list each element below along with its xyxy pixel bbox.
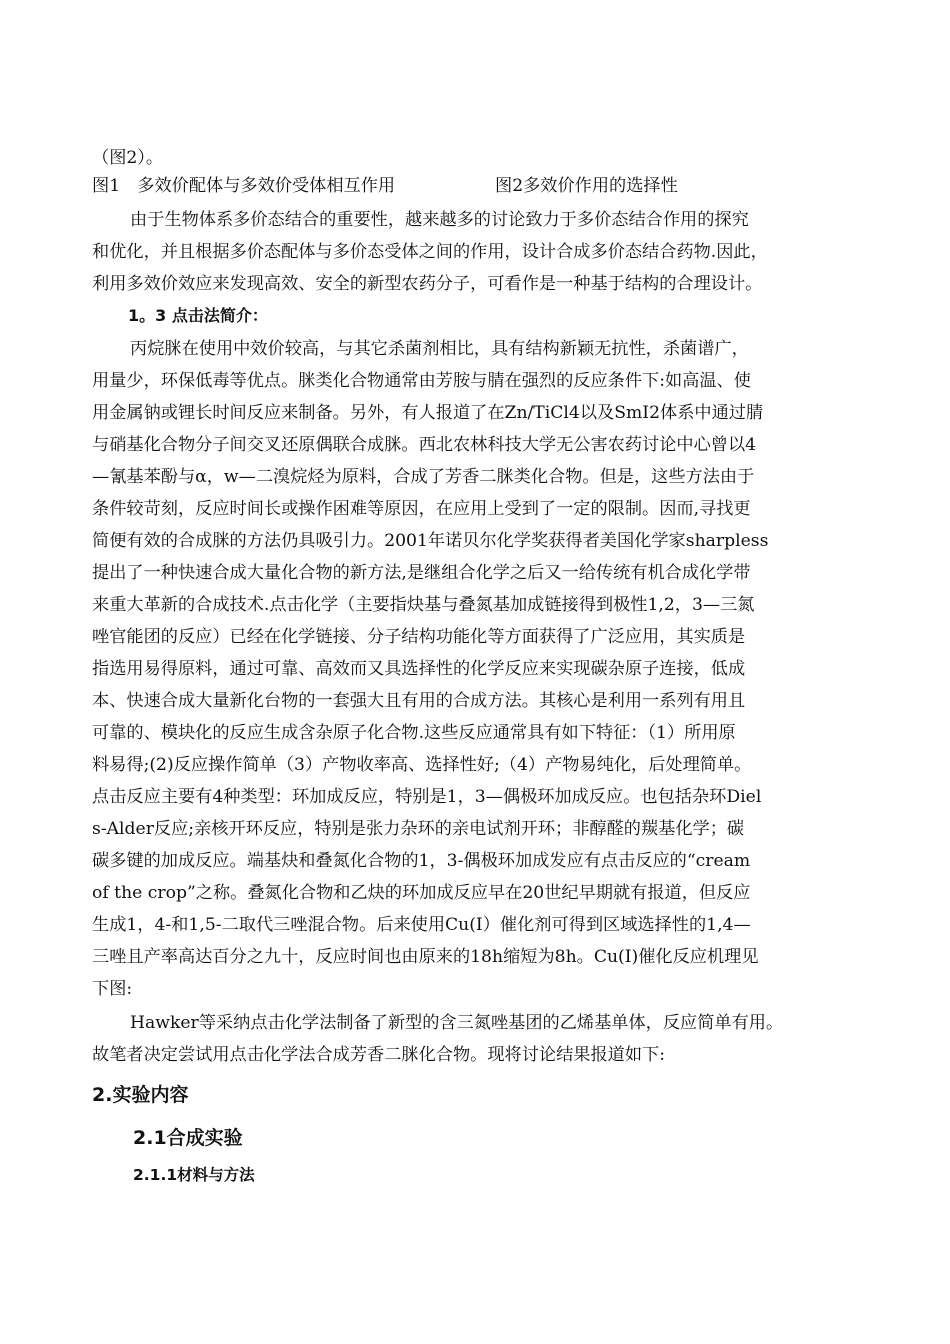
paragraph-line: 丙烷脒在使用中效价较高，与其它杀菌剂相比，具有结构新颖无抗性，杀菌谱广， [130, 339, 749, 359]
section-heading-1-3: 1。3 点击法简介： [128, 306, 268, 325]
paragraph-line: 和优化，并且根据多价态配体与多价态受体之间的作用，设计合成多价态结合药物.因此， [92, 242, 768, 262]
figure-reference: （图2）。 [92, 148, 164, 168]
paragraph-line: 料易得;(2)反应操作简单（3）产物收率高、选择性好;（4）产物易纯化，后处理简单。 [92, 755, 752, 775]
paragraph-line: 指选用易得原料，通过可靠、高效而又具选择性的化学反应来实现碳杂原子连接，低成 [92, 659, 746, 679]
paragraph-line: —氰基苯酚与α，w—二溴烷烃为原料，合成了芳香二脒类化合物。但是，这些方法由于 [92, 467, 755, 487]
paragraph-line: 由于生物体系多价态结合的重要性，越来越多的讨论致力于多价态结合作用的探究 [130, 210, 749, 230]
paragraph-line: 故笔者决定尝试用点击化学法合成芳香二脒化合物。现将讨论结果报道如下: [92, 1045, 665, 1065]
paragraph-line: 可靠的、模块化的反应生成含杂原子化合物.这些反应通常具有如下特征：（1）所用原 [92, 723, 736, 743]
paragraph-line: 用量少，环保低毒等优点。脒类化合物通常由芳胺与腈在强烈的反应条件下:如高温、使 [92, 371, 751, 391]
paragraph-line: 三唑且产率高达百分之九十，反应时间也由原来的18h缩短为8h。Cu(I)催化反应机理见 [92, 947, 759, 967]
paragraph-line: 利用多效价效应来发现高效、安全的新型农药分子，可看作是一种基于结构的合理设计。 [92, 274, 763, 294]
paragraph-line: of the crop”之称。叠氮化合物和乙炔的环加成反应早在20世纪早期就有报道，但反应 [92, 883, 751, 903]
paragraph-line: 来重大革新的合成技术.点击化学（主要指炔基与叠氮基加成链接得到极性1,2，3—三氮 [92, 595, 755, 615]
paragraph-line: 用金属钠或锂长时间反应来制备。另外，有人报道了在Zn/TiCl4以及SmI2体系中通过腈 [92, 403, 764, 423]
section-heading-2-1-1: 2.1.1材料与方法 [133, 1166, 255, 1184]
paragraph-line: s-Alder反应;亲核开环反应，特别是张力杂环的亲电试剂开环；非醇醛的羰基化学；碳 [92, 819, 745, 839]
figure-2-caption: 图2多效价作用的选择性 [495, 176, 678, 196]
paragraph-line: 碳多键的加成反应。端基炔和叠氮化合物的1，3-偶极环加成发应有点击反应的“cream [92, 851, 751, 871]
paragraph-line: 本、快速合成大量新化台物的一套强大且有用的合成方法。其核心是利用一系列有用且 [92, 691, 746, 711]
paragraph-line: Hawker等采纳点击化学法制备了新型的含三氮唑基团的乙烯基单体，反应简单有用。 [130, 1013, 784, 1033]
paragraph-line: 下图: [92, 979, 133, 999]
paragraph-line: 生成1，4-和1,5-二取代三唑混合物。后来使用Cu(I）催化剂可得到区域选择性的1,4— [92, 915, 751, 935]
paragraph-line: 提出了一种快速合成大量化合物的新方法,是继组合化学之后又一给传统有机合成化学带 [92, 563, 751, 583]
paragraph-line: 与硝基化合物分子间交叉还原偶联合成脒。西北农林科技大学无公害农药讨论中心曾以4 [92, 435, 757, 455]
section-heading-2: 2.实验内容 [92, 1084, 189, 1106]
figure-1-caption: 图1 多效价配体与多效价受体相互作用 [92, 176, 396, 196]
paragraph-line: 条件较苛刻，反应时间长或操作困难等原因，在应用上受到了一定的限制。因而,寻找更 [92, 499, 751, 519]
paragraph-line: 点击反应主要有4种类型：环加成反应，特别是1，3—偶极环加成反应。也包括杂环Diel [92, 787, 762, 807]
paragraph-line: 唑官能团的反应）已经在化学链接、分子结构功能化等方面获得了广泛应用，其实质是 [92, 627, 746, 647]
paragraph-line: 简便有效的合成脒的方法仍具吸引力。2001年诺贝尔化学奖获得者美国化学家sharpless [92, 531, 769, 551]
section-heading-2-1: 2.1合成实验 [133, 1127, 243, 1149]
